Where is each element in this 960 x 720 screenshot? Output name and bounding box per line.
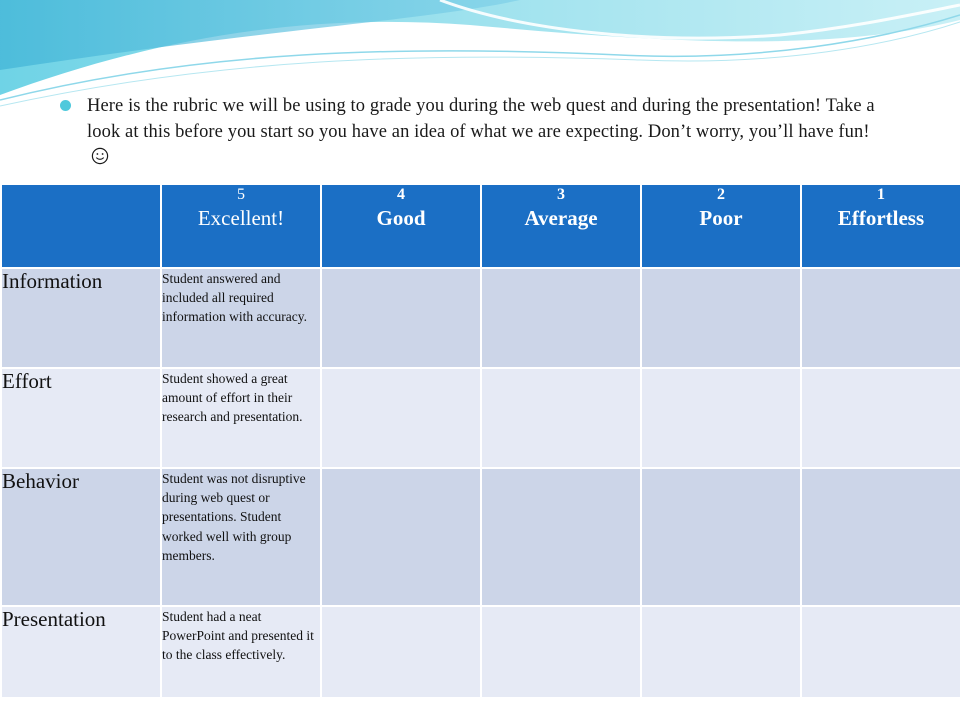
table-row — [1, 606, 960, 698]
criterion-description: Student answered and included all required information with accuracy. — [161, 268, 321, 368]
bullet-icon — [60, 100, 71, 111]
score-cell — [481, 268, 641, 368]
rubric-header-row — [1, 184, 960, 268]
score-cell — [641, 468, 801, 606]
score-cell — [321, 268, 481, 368]
header-score-2: 2 Poor — [641, 184, 801, 268]
score-cell — [641, 606, 801, 698]
header-score-5: 5 Excellent! — [161, 184, 321, 268]
score-cell — [641, 368, 801, 468]
score-cell — [481, 606, 641, 698]
header-score-4: 4 Good — [321, 184, 481, 268]
score-cell — [801, 468, 960, 606]
criterion-label: Effort — [1, 368, 161, 468]
score-cell — [801, 368, 960, 468]
criterion-label: Information — [1, 268, 161, 368]
smiley-face-icon — [91, 147, 109, 173]
score-cell — [641, 268, 801, 368]
score-cell — [321, 368, 481, 468]
table-row — [1, 368, 960, 468]
criterion-description: Student had a neat PowerPoint and presented it to the class effectively. — [161, 606, 321, 698]
header-corner-cell — [1, 184, 161, 268]
header-score-3: 3 Average — [481, 184, 641, 268]
criterion-label: Presentation — [1, 606, 161, 698]
score-cell — [321, 606, 481, 698]
rubric-table — [0, 183, 960, 699]
criterion-label: Behavior — [1, 468, 161, 606]
score-cell — [801, 606, 960, 698]
score-cell — [481, 368, 641, 468]
intro-text: Here is the rubric we will be using to grade you during the web quest and during the presentation! Take a look at this before you start so you have an idea of what we are expecting. Don’t worry, you’ll have fun! — [87, 96, 875, 142]
criterion-description: Student showed a great amount of effort in their research and presentation. — [161, 368, 321, 468]
table-row — [1, 468, 960, 606]
criterion-description: Student was not disruptive during web quest or presentations. Student worked well with group members. — [161, 468, 321, 606]
table-row — [1, 268, 960, 368]
score-cell — [481, 468, 641, 606]
intro-paragraph — [60, 93, 880, 173]
score-cell — [321, 468, 481, 606]
score-cell — [801, 268, 960, 368]
header-score-1: 1 Effortless — [801, 184, 960, 268]
